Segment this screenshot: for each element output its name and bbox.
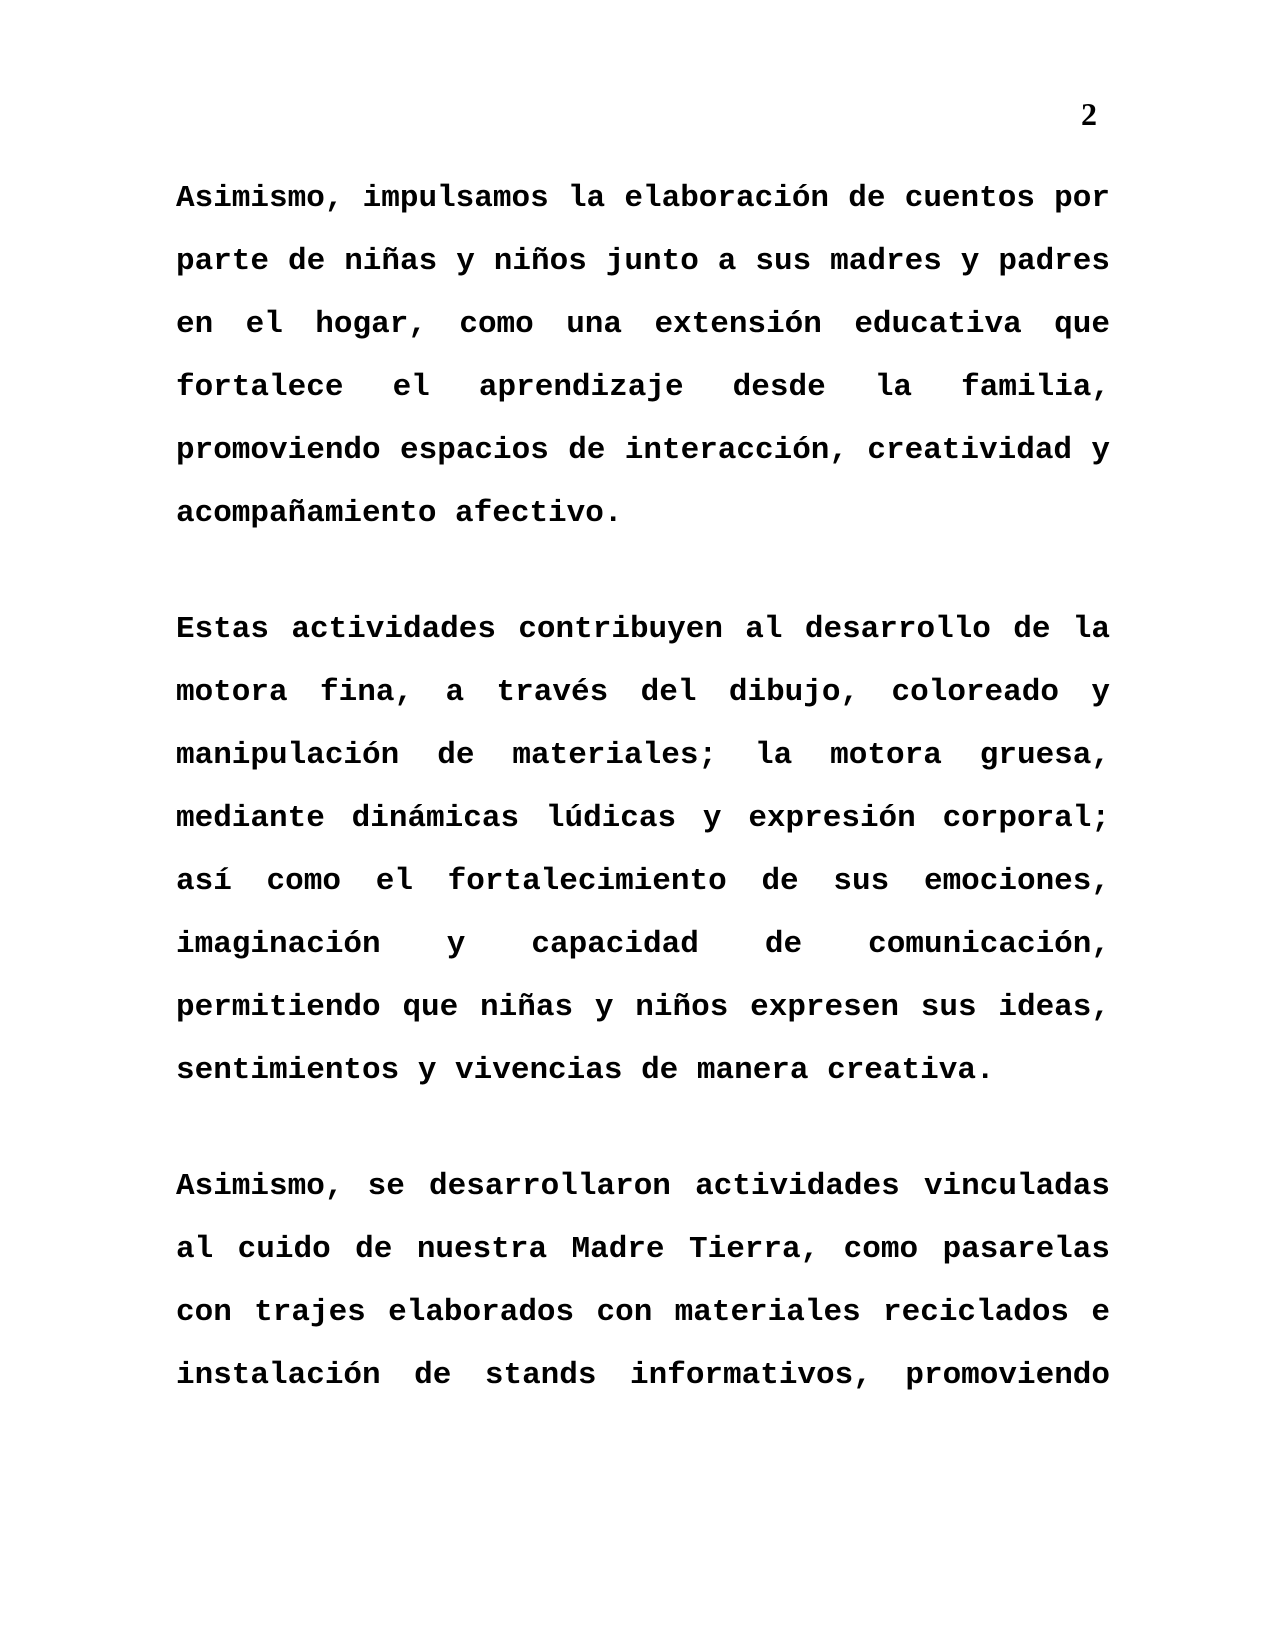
text-line: Estas actividades contribuyen al desarrollo de la: [176, 612, 1110, 647]
paragraph: [176, 1155, 1110, 1407]
text-line: Asimismo, impulsamos la elaboración de cuentos por: [176, 181, 1110, 216]
text-line: fortalece el aprendizaje desde la familia,: [176, 370, 1110, 405]
text-line: motora fina, a través del dibujo, coloreado y: [176, 675, 1110, 710]
text-line: Asimismo, se desarrollaron actividades vinculadas: [176, 1169, 1110, 1204]
text-line: con trajes elaborados con materiales reciclados e: [176, 1295, 1110, 1330]
page-number: 2: [1081, 96, 1097, 132]
text-line: instalación de stands informativos, promoviendo: [176, 1358, 1110, 1393]
text-line: acompañamiento afectivo.: [176, 496, 623, 531]
text-line: promoviendo espacios de interacción, creatividad y: [176, 433, 1110, 468]
text-line: en el hogar, como una extensión educativa que: [176, 307, 1110, 342]
text-line: al cuido de nuestra Madre Tierra, como pasarelas: [176, 1232, 1110, 1267]
text-line: sentimientos y vivencias de manera creativa.: [176, 1053, 995, 1088]
text-line: imaginación y capacidad de comunicación,: [176, 927, 1110, 962]
paragraph: [176, 598, 1110, 1102]
document-body: [176, 167, 1110, 1460]
text-line: manipulación de materiales; la motora gruesa,: [176, 738, 1110, 773]
text-line: así como el fortalecimiento de sus emociones,: [176, 864, 1110, 899]
text-line: parte de niñas y niños junto a sus madres y padres: [176, 244, 1110, 279]
text-line: mediante dinámicas lúdicas y expresión corporal;: [176, 801, 1110, 836]
paragraph: [176, 167, 1110, 545]
text-line: permitiendo que niñas y niños expresen sus ideas,: [176, 990, 1110, 1025]
